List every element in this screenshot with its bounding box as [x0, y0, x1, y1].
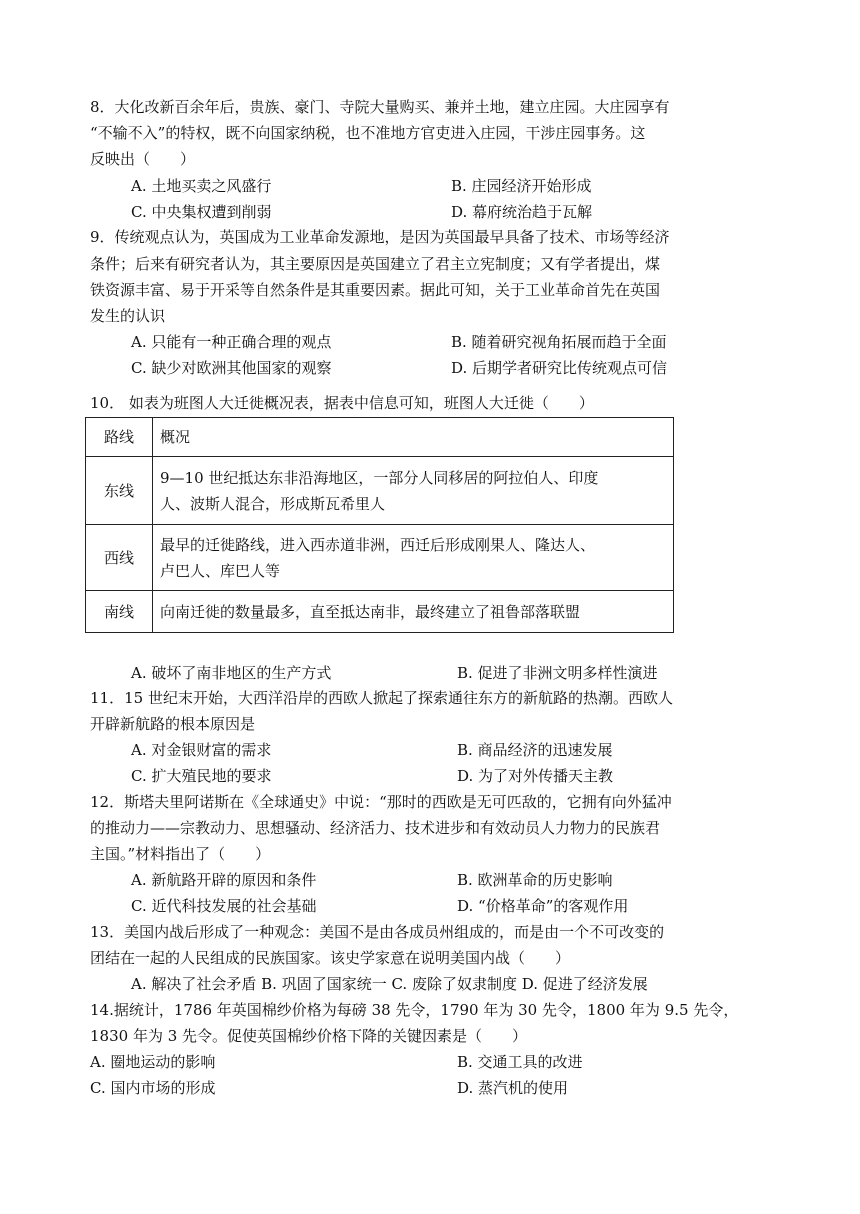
desc-cell	[153, 525, 674, 591]
q8-stem-line-1: 8．大化改新百余年后，贵族、豪门、寺院大量购买、兼并土地，建立庄园。大庄园享有	[90, 98, 670, 116]
q11-option-b: B. 商品经济的迅速发展	[457, 741, 613, 759]
q14-stem-line-1: 14.据统计，1786 年英国棉纱价格为每磅 38 先令，1790 年为 30 先令，1800 年为 9.5 先令，	[90, 1001, 739, 1019]
q10-option-a: A. 破坏了南非地区的生产方式	[131, 664, 332, 682]
q14-option-c: C. 国内市场的形成	[90, 1079, 216, 1097]
q9-option-c: C. 缺少对欧洲其他国家的观察	[131, 359, 332, 377]
q12-option-a: A. 新航路开辟的原因和条件	[131, 871, 317, 889]
q10-option-b: B. 促进了非洲文明多样性演进	[457, 664, 658, 682]
q11-option-c: C. 扩大殖民地的要求	[131, 767, 272, 785]
q8-option-a: A. 土地买卖之风盛行	[131, 177, 272, 195]
q12-stem-line-2: 的推动力——宗教动力、思想骚动、经济活力、技术进步和有效动员人力物力的民族君	[90, 819, 661, 837]
q14-stem-line-2: 1830 年为 3 先令。促使英国棉纱价格下降的关键因素是（ ）	[90, 1027, 528, 1045]
desc-line: 最早的迁徙路线，进入西赤道非洲，西迁后形成刚果人、隆达人、	[160, 535, 596, 554]
q11-option-a: A. 对金银财富的需求	[131, 741, 272, 759]
q11-option-d: D. 为了对外传播天主教	[457, 767, 614, 785]
q11-stem-line-2: 开辟新航路的根本原因是	[90, 715, 256, 733]
q14-option-d: D. 蒸汽机的使用	[457, 1079, 569, 1097]
q13-stem-line-2: 团结在一起的人民组成的民族国家。该史学家意在说明美国内战（ ）	[90, 949, 571, 967]
desc-cell	[153, 591, 674, 633]
desc-cell	[153, 457, 674, 525]
desc-line: 向南迁徙的数量最多，直至抵达南非，最终建立了祖鲁部落联盟	[160, 602, 581, 621]
table-row-west	[86, 525, 674, 591]
q9-option-b: B. 随着研究视角拓展而趋于全面	[451, 333, 667, 351]
q8-option-c: C. 中央集权遭到削弱	[131, 203, 272, 221]
table-row-south	[86, 591, 674, 633]
q12-option-c: C. 近代科技发展的社会基础	[131, 897, 317, 915]
q9-stem-line-1: 9．传统观点认为，英国成为工业革命发源地，是因为英国最早具备了技术、市场等经济	[90, 228, 670, 246]
desc-line: 9—10 世纪抵达东非沿海地区，一部分人同移居的阿拉伯人、印度	[160, 468, 599, 487]
route-cell: 东线	[86, 457, 153, 525]
table-header-route: 路线	[86, 418, 153, 457]
q9-stem-line-2: 条件；后来有研究者认为，其主要原因是英国建立了君主立宪制度；又有学者提出，煤	[90, 255, 661, 273]
q10-stem: 10． 如表为班图人大迁徙概况表，据表中信息可知，班图人大迁徙（ ）	[90, 394, 594, 412]
q12-stem-line-1: 12．斯塔夫里阿诺斯在《全球通史》中说：“那时的西欧是无可匹敌的，它拥有向外猛冲	[90, 793, 672, 811]
q14-option-a: A. 圈地运动的影响	[90, 1053, 216, 1071]
q9-stem-line-3: 铁资源丰富、易于开采等自然条件是其重要因素。据此可知，关于工业革命首先在英国	[90, 281, 661, 299]
q13-options: A. 解决了社会矛盾 B. 巩固了国家统一 C. 废除了奴隶制度 D. 促进了经济发展	[131, 975, 648, 993]
q8-option-d: D. 幕府统治趋于瓦解	[451, 203, 593, 221]
bantu-migration-table	[85, 417, 674, 633]
q8-option-b: B. 庄园经济开始形成	[451, 177, 592, 195]
q8-stem-line-3: 反映出（ ）	[90, 150, 196, 168]
table-header-overview: 概况	[153, 418, 674, 457]
desc-line: 卢巴人、库巴人等	[160, 561, 281, 580]
q13-stem-line-1: 13．美国内战后形成了一种观念：美国不是由各成员州组成的，而是由一个不可改变的	[90, 923, 665, 941]
q8-stem-line-2: “不输不入”的特权，既不向国家纳税，也不准地方官吏进入庄园，干涉庄园事务。这	[90, 124, 646, 142]
q12-stem-line-3: 主国。”材料指出了（ ）	[90, 845, 271, 863]
table-row-east	[86, 457, 674, 525]
q12-option-d: D. “价格革命”的客观作用	[457, 897, 629, 915]
q12-option-b: B. 欧洲革命的历史影响	[457, 871, 613, 889]
q9-option-d: D. 后期学者研究比传统观点可信	[451, 359, 668, 377]
desc-line: 人、波斯人混合，形成斯瓦希里人	[160, 494, 386, 513]
q9-option-a: A. 只能有一种正确合理的观点	[131, 333, 332, 351]
q11-stem-line-1: 11．15 世纪末开始，大西洋沿岸的西欧人掀起了探索通往东方的新航路的热潮。西欧人	[90, 689, 673, 707]
table-header-row	[86, 418, 674, 457]
route-cell: 南线	[86, 591, 153, 633]
q9-stem-line-4: 发生的认识	[90, 307, 166, 325]
q14-option-b: B. 交通工具的改进	[457, 1053, 583, 1071]
route-cell: 西线	[86, 525, 153, 591]
